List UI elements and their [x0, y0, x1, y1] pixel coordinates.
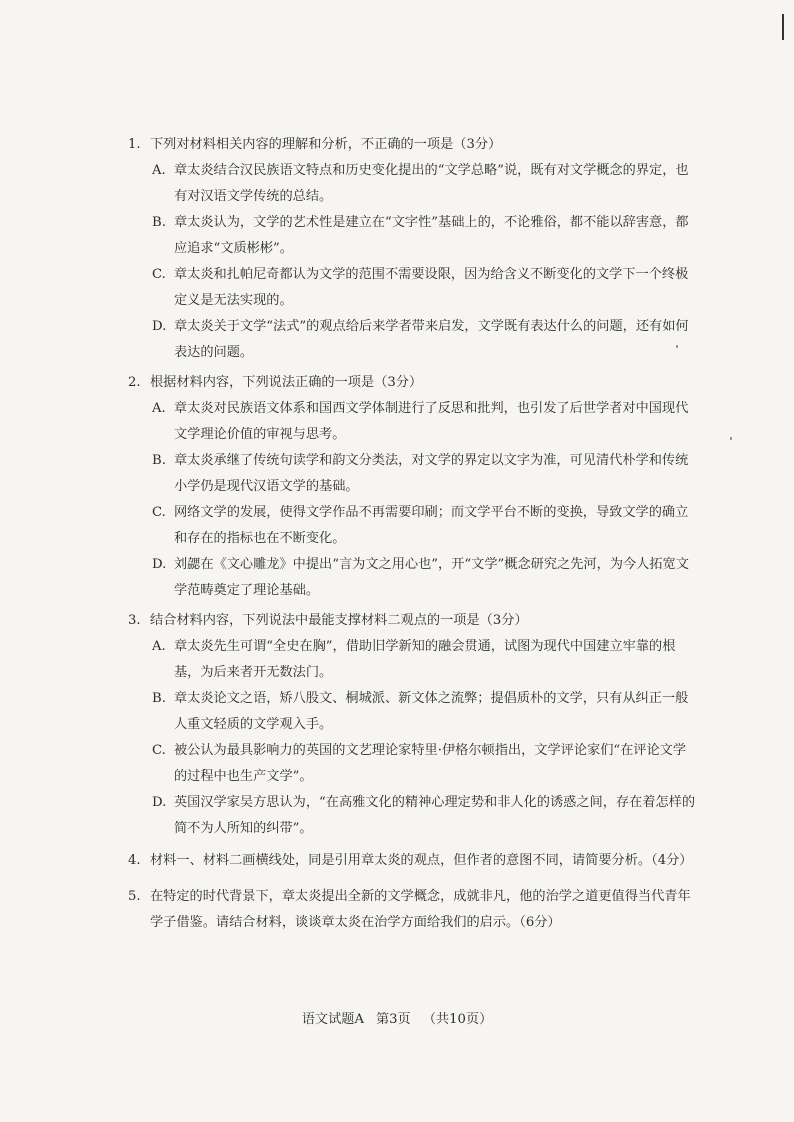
option-letter: C. [152, 505, 166, 520]
option-a [128, 634, 696, 686]
question-text: 在特定的时代背景下，章太炎提出全新的文学概念，成就非凡，他的治学之道更值得当代青年学子借鉴。请结合材料，谈谈章太炎在治学方面给我们的启示。（6分） [150, 889, 691, 930]
option-c [128, 738, 696, 790]
option-letter: B. [152, 691, 166, 706]
scan-edge-mark [782, 14, 784, 40]
page-footer [0, 1010, 794, 1030]
option-letter: A. [152, 163, 166, 178]
option-text: 网络文学的发展，使得文学作品不再需要印刷；而文学平台不断的变换，导致文学的确立和存在的指标也在不断变化。 [174, 505, 689, 546]
question-text: 结合材料内容，下列说法中最能支撑材料二观点的一项是（3分） [150, 613, 528, 628]
option-letter: B. [152, 215, 166, 230]
footer-subject: 语文试题A [301, 1012, 364, 1027]
question-1 [128, 132, 696, 366]
question-number: 3. [128, 613, 141, 628]
option-d [128, 790, 696, 842]
option-letter: D. [152, 319, 167, 334]
option-text: 章太炎论文之语，矫八股文、桐城派、新文体之流弊；提倡质朴的文学，只有从纠正一般人重文轻质的文学观入手。 [174, 691, 689, 732]
option-text: 章太炎关于文学“法式”的观点给后来学者带来启发，文学既有表达什么的问题，还有如何表达的问题。 [174, 319, 689, 360]
option-text: 章太炎和扎帕尼奇都认为文学的范围不需要设限，因为给含义不断变化的文学下一个终极定义是无法实现的。 [174, 267, 689, 308]
option-b [128, 686, 696, 738]
option-text: 被公认为最具影响力的英国的文艺理论家特里·伊格尔顿指出，文学评论家们“在评论文学的过程中也生产文学”。 [174, 743, 687, 784]
option-a [128, 396, 696, 448]
question-text: 材料一、材料二画横线处，同是引用章太炎的观点，但作者的意图不同，请简要分析。（4分） [150, 853, 693, 868]
footer-page-number: 第3页 [375, 1012, 411, 1027]
question-stem [128, 370, 696, 396]
option-b [128, 210, 696, 262]
question-number: 2. [128, 375, 141, 390]
option-letter: D. [152, 795, 167, 810]
question-stem [128, 132, 696, 158]
option-letter: D. [152, 557, 167, 572]
option-d [128, 314, 696, 366]
option-b [128, 448, 696, 500]
question-text: 根据材料内容，下列说法正确的一项是（3分） [150, 375, 423, 390]
scan-speck [730, 437, 732, 440]
option-text: 章太炎结合汉民族语文特点和历史变化提出的“文学总略”说，既有对文学概念的界定，也有对汉语文学传统的总结。 [174, 163, 689, 204]
question-3 [128, 608, 696, 842]
option-text: 章太炎对民族语文体系和国西文学体制进行了反思和批判，也引发了后世学者对中国现代文学理论价值的审视与思考。 [174, 401, 689, 442]
question-stem [128, 848, 696, 874]
questions-section [128, 132, 696, 936]
option-letter: C. [152, 267, 166, 282]
question-4 [128, 848, 696, 874]
option-letter: A. [152, 639, 166, 654]
question-stem [128, 884, 696, 936]
question-stem [128, 608, 696, 634]
question-2 [128, 370, 696, 604]
option-c [128, 500, 696, 552]
option-a [128, 158, 696, 210]
question-number: 4. [128, 853, 141, 868]
option-text: 章太炎承继了传统句读学和韵文分类法，对文学的界定以文字为准，可见清代朴学和传统小学仍是现代汉语文学的基础。 [174, 453, 689, 494]
footer-total-pages: （共10页） [422, 1012, 493, 1027]
option-text: 章太炎先生可谓“全史在胸”，借助旧学新知的融会贯通，试图为现代中国建立牢靠的根基，为后来者开无数法门。 [174, 639, 676, 680]
option-letter: B. [152, 453, 166, 468]
option-text: 刘勰在《文心雕龙》中提出“言为文之用心也”，开“文学”概念研究之先河，为今人拓宽文学范畴奠定了理论基础。 [174, 557, 689, 598]
option-d [128, 552, 696, 604]
option-c [128, 262, 696, 314]
question-text: 下列对材料相关内容的理解和分析，不正确的一项是（3分） [150, 137, 502, 152]
option-letter: A. [152, 401, 166, 416]
question-5 [128, 884, 696, 936]
option-text: 英国汉学家吴方思认为，“在高雅文化的精神心理定势和非人化的诱惑之间，存在着怎样的简不为人所知的纠带”。 [174, 795, 696, 836]
option-text: 章太炎认为，文学的艺术性是建立在“文字性”基础上的，不论雅俗，都不能以辞害意，都应追求“文质彬彬”。 [174, 215, 689, 256]
question-number: 1. [128, 137, 141, 152]
question-number: 5. [128, 889, 141, 904]
option-letter: C. [152, 743, 166, 758]
